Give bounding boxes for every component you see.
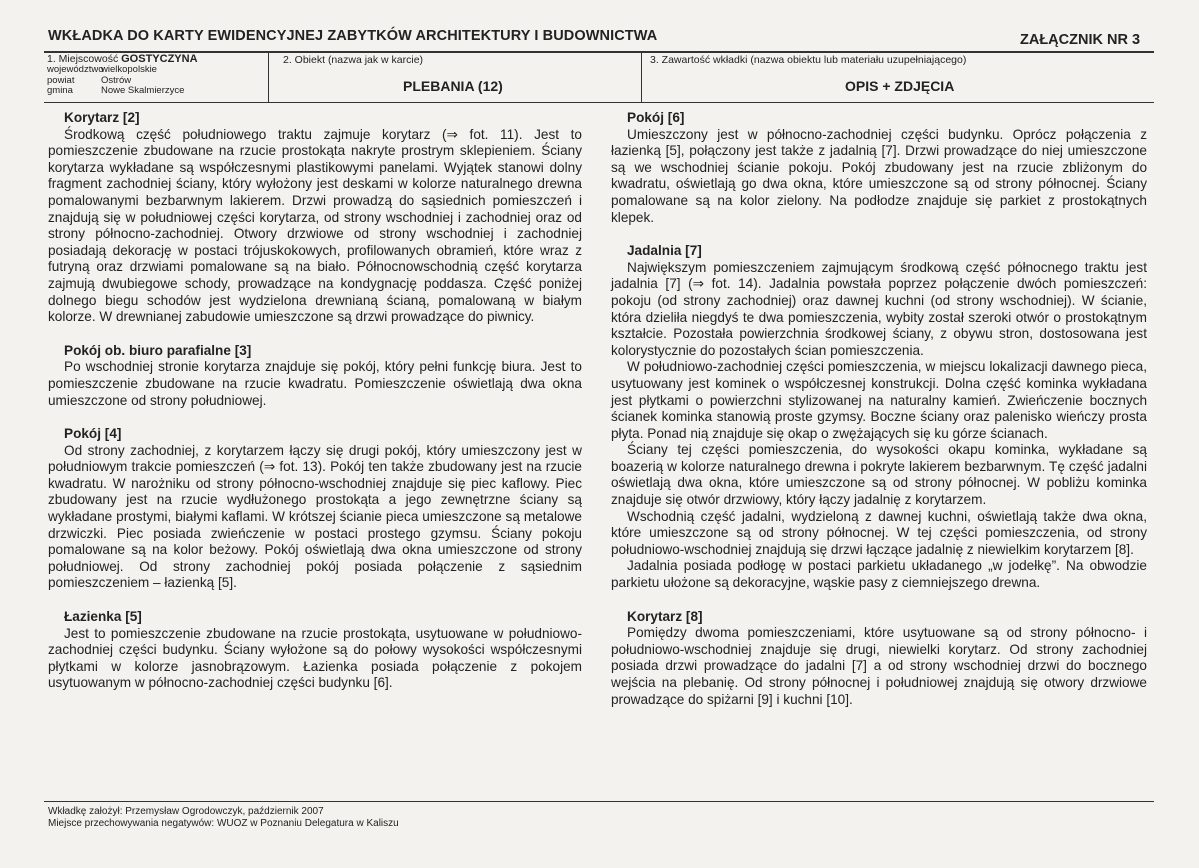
object-label: 2. Obiekt (nazwa jak w karcie) <box>283 54 424 66</box>
county-label: powiat <box>47 74 75 86</box>
annex-label: ZAŁĄCZNIK NR 3 <box>1020 32 1141 48</box>
object-cell <box>283 54 638 100</box>
section-title: Pokój [4] <box>64 426 122 442</box>
section <box>611 243 1147 591</box>
right-column <box>611 110 1147 725</box>
section <box>48 426 582 592</box>
section-title: Pokój [6] <box>627 110 685 125</box>
section-paragraph: Środkową część południowego traktu zajmuje korytarz (⇒ fot. 11). Jest to pomieszczenie zbudowane na rzucie prostokąta nakryte prostrym sklepieniem. Ściany korytarza wykładane są współczesnymi plastikowymi panelami. Wyjątek stanowi dolny fragment zachodniej ściany, który wyłożony jest deskami w kolorze naturalnego drewna pomalowanymi bezbarwnym lakierem. Drzwi prowadzą do sąsiednich pomieszczeń i znajdują się w południowej części korytarza, od strony wschodniej i zachodniej oraz od strony północno-zachodniej. Otwory drzwiowe od strony wschodniej i zachodniej posiadają dekorację w postaci trójuskokowych, profilowanych obramień, które wraz z futryną oraz drzwiami pomalowane są na biało. Północnowschodnią część korytarza zajmują dwubiegowe schody, prowadzące na kondygnację poddasza. Część poniżej dolnego biegu schodów jest wydzielona drewnianą ścianą, pomalowaną w białym kolorze. W drewnianej zabudowie umieszczone są drzwi prowadzące do piwnicy. <box>48 126 582 325</box>
section <box>611 110 1147 226</box>
divider <box>268 52 269 102</box>
footer-storage: Miejsce przechowywania negatywów: WUOZ w Poznaniu Delegatura w Kaliszu <box>48 818 399 829</box>
section-paragraph: Jest to pomieszczenie zbudowane na rzucie prostokąta, usytuowane w południowo-zachodniej części budynku. Ściany wyłożone są do połowy wysokości współczesnymi płytkami w kolorze jasnobrązowym. Łazienka posiada połączenie z pokojem usytuowanym w północno-zachodniej części budynku [6]. <box>48 625 582 691</box>
location-label: 1. Miejscowość <box>47 53 119 65</box>
section <box>48 110 582 326</box>
section-title: Pokój ob. biuro parafialne [3] <box>64 342 252 358</box>
section <box>48 343 582 409</box>
section-title: Łazienka [5] <box>64 609 142 625</box>
section-paragraph: Od strony zachodniej, z korytarzem łączy się drugi pokój, który umieszczony jest w południowym trakcie pomieszczeń (⇒ fot. 13). Pokój ten także zbudowany jest na rzucie kwadratu. W narożniku od strony północno-wschodniej znajduje się piec kaflowy. Piec zbudowany jest na rzucie wydłużonego prostokąta a jego zewnętrzne ściany są wykładane prostymi, białymi kaflami. W krótszej ścianie pieca umieszczone są metalowe drzwiczki. Piec posiada zwieńczenie w postaci prostego gzymsu. Ściany pokoju pomalowane są na kolor beżowy. Pokój oświetlają dwa okna umieszczone od strony południowej. Od strony zachodniej pokój posiada połączenie z sąsiednim pomieszczeniem – łazienką [5]. <box>48 442 582 591</box>
section-paragraph: Umieszczony jest w północno-zachodniej części budynku. Oprócz połączenia z łazienką [5], połączony jest także z jadalnią [7]. Drzwi prowadzące do niej umieszczone są we wschodniej ścianie pokoju. Pokój zbudowany jest na rzucie zbliżonym do kwadratu, oświetlają go dwa okna, które umieszczone są od strony północnej. Ściany pomalowane są na kolor zielony. Na podłodze znajduje się parkiet z prostokątnych klepek. <box>611 126 1147 225</box>
section-title: Korytarz [2] <box>64 110 140 125</box>
section-paragraph: Pomiędzy dwoma pomieszczeniami, które usytuowane są od strony północno- i południowo-wschodniej znajduje się drugi, niewielki korytarz. Od strony zachodniej posiada drzwi prowadzące do jadalni [7] a od strony wschodniej drzwi do bocznego wejścia na plebanię. Od strony północnej i południowej znajdują się otwory drzwiowe prowadzące do spiżarni [9] i kuchni [10]. <box>611 625 1147 707</box>
content-value: OPIS + ZDJĘCIA <box>845 78 955 94</box>
county-value: Ostrów <box>101 74 132 86</box>
location-value: GOSTYCZYNA <box>121 53 198 65</box>
divider <box>44 102 1154 103</box>
commune-label: gmina <box>47 85 73 96</box>
divider <box>44 801 1154 802</box>
section-paragraph: Ściany tej części pomieszczenia, do wysokości okapu kominka, wykładane są boazerią w kolorze naturalnego drewna i pokryte lakierem bezbarwnym. Tę część jadalni oświetlają dwa okna, które umieszczone są od strony północnej. W pobliżu kominka znajduje się otwór drzwiowy, który łączy jadalnię z korytarzem. <box>611 442 1147 508</box>
content-cell <box>650 54 1150 100</box>
footer <box>48 806 399 830</box>
left-column <box>48 110 582 709</box>
section <box>48 609 582 692</box>
section-paragraph: Wschodnią część jadalni, wydzieloną z dawnej kuchni, oświetlają także dwa okna, które umieszczone są od strony północnej. W tej części pomieszczenia, od strony południowo-wschodniej znajdują się drzwi łączące jadalnię z niewielkim korytarzem [8]. <box>611 508 1147 557</box>
location-cell <box>47 53 267 101</box>
object-value: PLEBANIA (12) <box>403 78 503 94</box>
section-title: Jadalnia [7] <box>627 243 702 259</box>
content-label: 3. Zawartość wkładki (nazwa obiektu lub materiału uzupełniającego) <box>650 54 967 66</box>
section-paragraph: W południowo-zachodniej części pomieszczenia, w miejscu lokalizacji dawnego pieca, usytuowany jest kominek o współczesnej konstrukcji. Dolna część kominka wykładana jest płytkami o powierzchni stylizowanej na naturalny kamień. Zwieńczenie bocznych ścianek kominka stanowią proste gzymsy. Boczne ściany oraz palenisko wieńczy prosta płyta. Ponad nią znajduje się okap o zwężających się ku górze ścianach. <box>611 359 1147 441</box>
section-paragraph: Jadalnia posiada podłogę w postaci parkietu układanego „w jodełkę”. Na obwodzie parkietu ułożone są dekoracyjne, wąskie pasy z ciemniejszego drewna. <box>611 558 1147 591</box>
section-paragraph: Po wschodniej stronie korytarza znajduje się pokój, który pełni funkcję biura. Jest to pomieszczenie zbudowane na rzucie kwadratu. Pomieszczenie oświetlają dwa okna umieszczone od strony południowej. <box>48 359 582 408</box>
commune-value: Nowe Skalmierzyce <box>101 85 185 96</box>
divider <box>641 52 642 102</box>
voivodeship-label: województwo <box>47 64 104 75</box>
section-title: Korytarz [8] <box>627 608 703 624</box>
document-title: WKŁADKA DO KARTY EWIDENCYJNEJ ZABYTKÓW ARCHITEKTURY I BUDOWNICTWA <box>48 28 658 44</box>
section-paragraph: Największym pomieszczeniem zajmującym środkową część północnego traktu jest jadalnia [7] (⇒ fot. 14). Jadalnia powstała poprzez połączenie dwóch pomieszczeń: pokoju (od strony zachodniej) oraz dawnej kuchni (od strony wschodniej). W ścianie, która dzieliła niegdyś te dwa pomieszczenia, wybity został szeroki otwór o prostokątnym kształcie. Pozostała powierzchnia środkowej ściany, z obywu stron, dostosowana jest kolorystycznie do pozostałych ścian pomieszczenia. <box>611 259 1147 358</box>
footer-author: Wkładkę założył: Przemysław Ogrodowczyk, październik 2007 <box>48 806 324 817</box>
section <box>611 609 1147 709</box>
voivodeship-value: wielkopolskie <box>101 64 157 75</box>
